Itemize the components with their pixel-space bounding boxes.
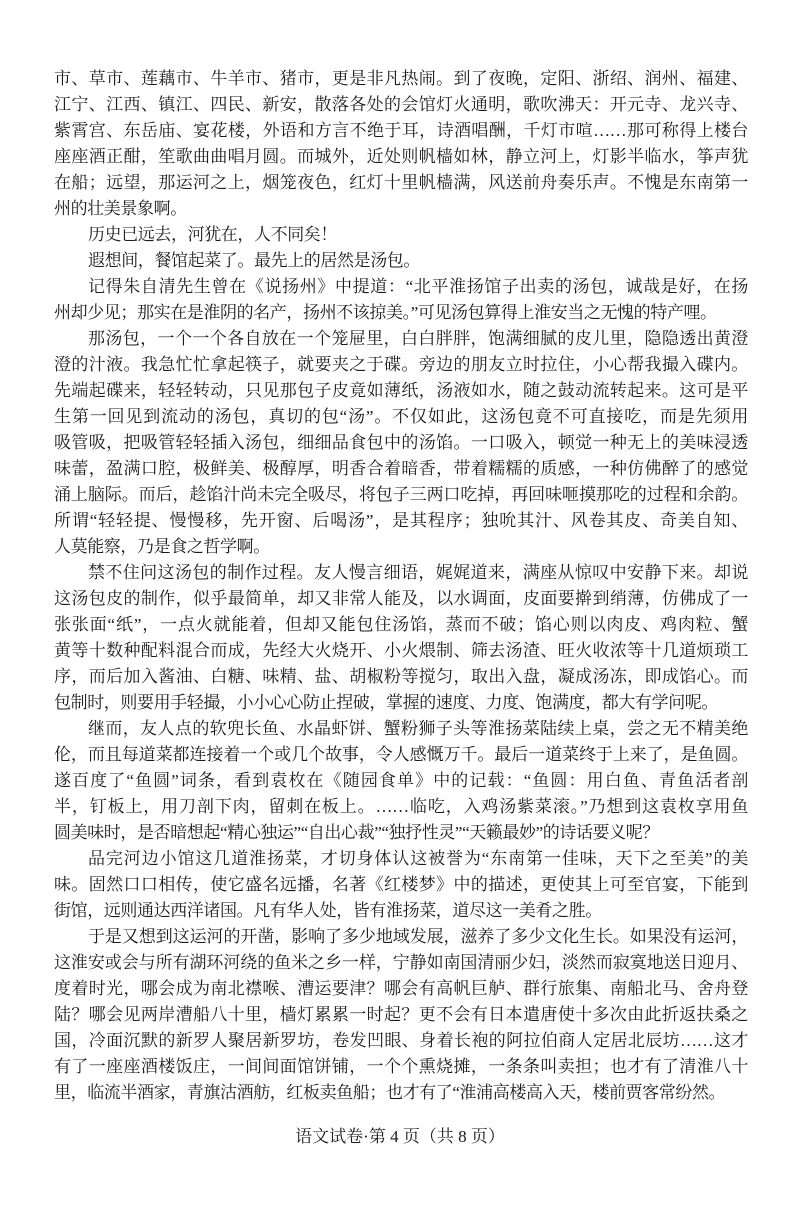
text-line: 有了一座座酒楼饭庄，一间间面馆饼铺，一个个熏烧摊，一条条叫卖担；也才有了清淮八十: [54, 1057, 748, 1076]
paragraph: [54, 248, 748, 274]
text-line: 国，冷面沉默的新罗人聚居新罗坊，卷发凹眼、身着长袍的阿拉伯商人定居北辰坊……这才: [54, 1031, 748, 1050]
text-line: 江宁、江西、镇江、四民、新安，散落各处的会馆灯火通明，歌吹沸天：开元寺、龙兴寺、: [54, 95, 748, 114]
text-line: 张张面“纸”，一点火就能着，但却又能包住汤馅，蒸而不破；馅心则以肉皮、鸡肉粒、蟹: [54, 615, 748, 634]
text-line: 味蕾，盈满口腔，极鲜美、极醇厚，明香合着暗香，带着糯糯的质感，一种仿佛醉了的感觉: [54, 459, 748, 478]
text-line: 在船；远望，那运河之上，烟笼夜色，红灯十里帆樯满，风送前舟奏乐声。不愧是东南第一: [54, 173, 748, 192]
text-line: 度着时光，哪会成为南北襟喉、漕运要津？哪会有高帆巨舻、群行旅集、南船北马、舍舟登: [54, 979, 748, 998]
text-line: 序，而后加入酱油、白糖、味精、盐、胡椒粉等搅匀，取出入盘，凝成汤冻，即成馅心。而: [54, 667, 748, 686]
text-line: 这淮安或会与所有湖环河绕的鱼米之乡一样，宁静如南国清丽少妇，淡然而寂寞地送日迎月、: [54, 953, 748, 972]
text-line: 继而，友人点的软兜长鱼、水晶虾饼、蟹粉狮子头等淮扬菜陆续上桌，尝之无不精美绝: [88, 719, 748, 738]
text-line: 所谓“轻轻提、慢慢移，先开窗、后喝汤”，是其程序；独吮其汁、风卷其皮、奇美自知、: [54, 511, 748, 530]
text-line: 州的壮美景象啊。: [54, 199, 187, 218]
paragraph: [54, 560, 748, 716]
text-line: 街馆，远则通达西洋诸国。凡有华人处，皆有淮扬菜，道尽这一美肴之胜。: [54, 901, 602, 920]
text-line: 先端起碟来，轻轻转动，只见那包子皮竟如薄纸，汤液如水，随之鼓动流转起来。这可是平: [54, 381, 748, 400]
text-line: 品完河边小馆这几道淮扬菜，才切身体认这被誉为“东南第一佳味，天下之至美”的美: [88, 849, 748, 868]
text-line: 陆？哪会见两岸漕船八十里，樯灯累累一时起？更不会有日本遣唐使十多次由此折返扶桑之: [54, 1005, 748, 1024]
text-line: 于是又想到这运河的开凿，影响了多少地域发展，滋养了多少文化生长。如果没有运河，: [88, 927, 748, 946]
footer-text: 语文试卷·第 4 页（共 8 页）: [295, 1127, 505, 1146]
text-line: 那汤包，一个一个各自放在一个笼屉里，白白胖胖，饱满细腻的皮儿里，隐隐透出黄澄: [88, 329, 748, 348]
paragraph: [54, 326, 748, 560]
text-line: 包制时，则要用手轻撮，小小心心防止捏破，掌握的速度、力度、饱满度，都大有学问呢。: [54, 693, 718, 712]
text-line: 生第一回见到流动的汤包，真切的包“汤”。不仅如此，这汤包竟不可直接吃，而是先须用: [54, 407, 748, 426]
text-line: 人莫能察，乃是食之哲学啊。: [54, 537, 270, 556]
paragraph: [54, 716, 748, 846]
text-line: 记得朱自清先生曾在《说扬州》中提道：“北平淮扬馆子出卖的汤包，诚哉是好，在扬: [88, 277, 748, 296]
page-footer: [0, 1124, 800, 1150]
text-line: 涌上脑际。而后，趁馅汁尚未完全吸尽，将包子三两口吃掉，再回味咂摸那吃的过程和余韵。: [54, 485, 748, 504]
text-line: 紫霄宫、东岳庙、宴花楼，外语和方言不绝于耳，诗酒唱酬，千灯市喧……那可称得上楼台: [54, 121, 748, 140]
text-line: 遂百度了“鱼圆”词条，看到袁枚在《随园食单》中的记载：“鱼圆：用白鱼、青鱼活者剖: [54, 771, 748, 790]
paragraph: [54, 222, 748, 248]
text-line: 历史已远去，河犹在，人不同矣！: [88, 225, 337, 244]
text-line: 吸管吸，把吸管轻轻插入汤包，细细品食包中的汤馅。一口吸入，顿觉一种无上的美味浸透: [54, 433, 748, 452]
text-line: 黄等十数种配料混合而成，先经大火烧开、小火煨制、筛去汤渣、旺火收浓等十几道烦琐工: [54, 641, 748, 660]
text-line: 半，钉板上，用刀剖下肉，留刺在板上。……临吃，入鸡汤紫菜滚。”乃想到这袁枚享用鱼: [54, 797, 748, 816]
text-line: 伦，而且每道菜都连接着一个或几个故事，令人感慨万千。最后一道菜终于上来了，是鱼圆。: [54, 745, 748, 764]
text-line: 市、草市、莲藕市、牛羊市、猪市，更是非凡热闹。到了夜晚，定阳、浙绍、润州、福建、: [54, 69, 748, 88]
text-line: 禁不住问这汤包的制作过程。友人慢言细语，娓娓道来，满座从惊叹中安静下来。却说: [88, 563, 748, 582]
paragraph: [54, 274, 748, 326]
paragraph: [54, 846, 748, 924]
text-line: 圆美味时，是否暗想起“精心独运”“自出心裁”“独抒性灵”“天籁最妙”的诗话要义呢？: [54, 823, 659, 842]
text-line: 味。固然口口相传，使它盛名远播，名著《红楼梦》中的描述，更使其上可至官宴，下能到: [54, 875, 748, 894]
text-line: 遐想间，餐馆起菜了。最先上的居然是汤包。: [88, 251, 420, 270]
paragraph: [54, 66, 748, 222]
text-line: 里，临流半酒家，青旗沽酒舫，红板卖鱼船；也才有了“淮浦高楼高入天，楼前贾客常纷然。: [54, 1083, 726, 1102]
passage-text: [54, 66, 748, 1106]
text-line: 这汤包皮的制作，似乎最简单，却又非常人能及，以水调面，皮面要擀到绡薄，仿佛成了一: [54, 589, 748, 608]
paragraph: [54, 924, 748, 1106]
text-line: 座座酒正酣，笙歌曲曲唱月圆。而城外，近处则帆樯如林，静立河上，灯影半临水，筝声犹: [54, 147, 748, 166]
text-line: 澄的汁液。我急忙忙拿起筷子，就要夹之于碟。旁边的朋友立时拉住，小心帮我撮入碟内。: [54, 355, 748, 374]
text-line: 州却少见；那实在是淮阴的名产，扬州不该掠美。”可见汤包算得上淮安当之无愧的特产哩。: [54, 303, 717, 322]
